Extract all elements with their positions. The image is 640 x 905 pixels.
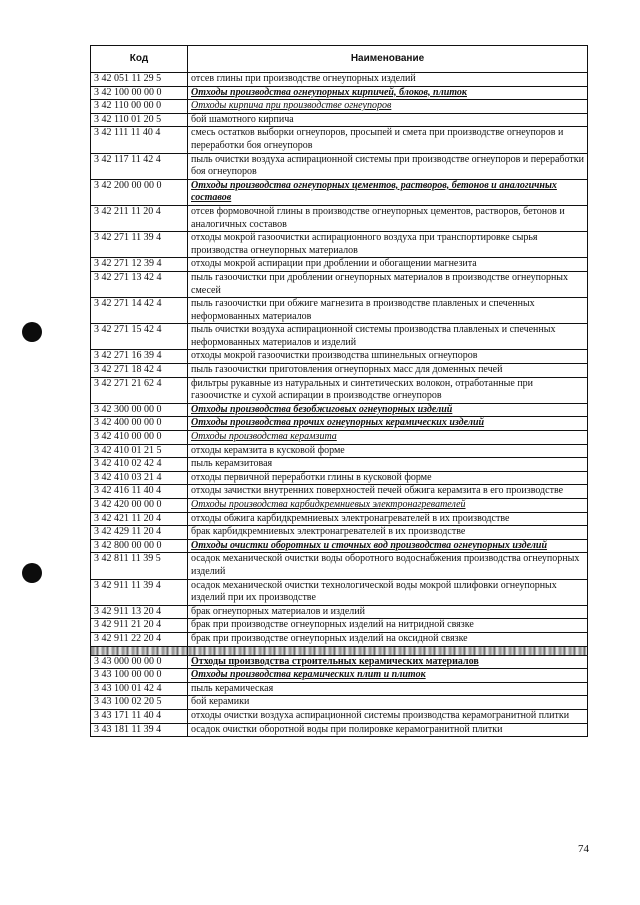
- row-code: 3 43 100 00 00 0: [91, 669, 188, 683]
- row-name: отходы очистки воздуха аспирационной системы производства керамогранитной плитки: [188, 709, 588, 723]
- table-row: [91, 73, 588, 87]
- row-name: отходы мокрой газоочистки производства шпинельных огнеупоров: [188, 350, 588, 364]
- row-name-text: Отходы кирпича при производстве огнеупоров: [191, 100, 392, 112]
- row-code: 3 42 100 00 00 0: [91, 86, 188, 100]
- row-name-text: Отходы производства строительных керамических материалов: [191, 655, 479, 667]
- table-row: [91, 619, 588, 633]
- table-row: [91, 417, 588, 431]
- table-row: [91, 364, 588, 378]
- row-name: отходы обжига карбидкремниевых электронагревателей в их производстве: [188, 512, 588, 526]
- row-name: смесь остатков выборки огнеупоров, просыпей и смета при производстве огнеупоров и переработки боя огнеупоров: [188, 127, 588, 153]
- table-row: [91, 709, 588, 723]
- row-name: отходы мокрой аспирации при дроблении и обогащении магнезита: [188, 258, 588, 272]
- row-name: пыль керамическая: [188, 682, 588, 696]
- row-code: 3 42 211 11 20 4: [91, 205, 188, 231]
- row-code: 3 42 271 13 42 4: [91, 271, 188, 297]
- row-name-text: Отходы производства карбидкремниевых электронагревателей: [191, 499, 466, 510]
- table-row: [91, 324, 588, 350]
- row-code: 3 42 271 11 39 4: [91, 232, 188, 258]
- row-name: [188, 179, 588, 205]
- row-code: 3 42 200 00 00 0: [91, 179, 188, 205]
- row-code: 3 42 429 11 20 4: [91, 526, 188, 540]
- table-row: [91, 605, 588, 619]
- row-name: брак при производстве огнеупорных изделий на оксидной связке: [188, 632, 588, 646]
- row-name: пыль газоочистки при обжиге магнезита в производстве плавленых и спеченных неформованных материалов: [188, 298, 588, 324]
- table-row: [91, 232, 588, 258]
- table-row: [91, 403, 588, 417]
- scan-artifact-row: [91, 646, 588, 655]
- row-name: [188, 499, 588, 513]
- row-name: осадок механической очистки технологической воды мокрой шлифовки огнеупорных изделий при их производстве: [188, 579, 588, 605]
- row-code: 3 42 421 11 20 4: [91, 512, 188, 526]
- table-row: [91, 682, 588, 696]
- row-name: [188, 100, 588, 114]
- row-code: 3 42 111 11 40 4: [91, 127, 188, 153]
- table-row: [91, 485, 588, 499]
- row-name: [188, 431, 588, 445]
- row-name: [188, 539, 588, 553]
- row-name: отсев формовочной глины в производстве огнеупорных цементов, растворов, бетонов и аналогичных составов: [188, 205, 588, 231]
- table-row: [91, 471, 588, 485]
- row-name: пыль очистки воздуха аспирационной системы производства плавленых и спеченных неформованных материалов и изделий: [188, 324, 588, 350]
- row-code: 3 42 117 11 42 4: [91, 153, 188, 179]
- row-code: 3 42 110 01 20 5: [91, 113, 188, 127]
- table-row: [91, 579, 588, 605]
- table-row: [91, 179, 588, 205]
- row-name: пыль керамзитовая: [188, 458, 588, 472]
- row-code: 3 42 410 02 42 4: [91, 458, 188, 472]
- row-name: фильтры рукавные из натуральных и синтетических волокон, отработанные при газоочистке и сухой аспирации в производстве огнеупоров: [188, 377, 588, 403]
- row-name-text: Отходы производства огнеупорных цементов, растворов, бетонов и аналогичных составов: [191, 179, 557, 204]
- row-name: отходы керамзита в кусковой форме: [188, 444, 588, 458]
- table-row: [91, 632, 588, 646]
- table-body: [91, 73, 588, 737]
- row-code: 3 42 271 18 42 4: [91, 364, 188, 378]
- punch-hole: [22, 322, 42, 342]
- page-number: 74: [578, 843, 589, 855]
- table-row: [91, 499, 588, 513]
- row-name: брак при производстве огнеупорных изделий на нитридной связке: [188, 619, 588, 633]
- row-code: 3 42 051 11 29 5: [91, 73, 188, 87]
- row-code: 3 43 171 11 40 4: [91, 709, 188, 723]
- row-code: 3 42 911 11 39 4: [91, 579, 188, 605]
- name-column-header: Наименование: [188, 46, 588, 73]
- row-name: пыль газоочистки приготовления огнеупорных масс для доменных печей: [188, 364, 588, 378]
- row-name-text: Отходы производства безобжиговых огнеупорных изделий: [191, 403, 453, 415]
- row-code: 3 42 271 14 42 4: [91, 298, 188, 324]
- row-name-text: Отходы производства огнеупорных кирпичей, блоков, плиток: [191, 86, 467, 98]
- row-code: 3 42 420 00 00 0: [91, 499, 188, 513]
- table-row: [91, 153, 588, 179]
- row-name-text: Отходы очистки оборотных и сточных вод производства огнеупорных изделий: [191, 539, 548, 551]
- table-row: [91, 127, 588, 153]
- row-name: пыль очистки воздуха аспирационной системы при производстве огнеупоров и переработки боя огнеупоров: [188, 153, 588, 179]
- row-code: 3 42 811 11 39 5: [91, 553, 188, 579]
- row-name: бой шамотного кирпича: [188, 113, 588, 127]
- row-name: отходы мокрой газоочистки аспирационного воздуха при транспортировке сырья производства огнеупорных материалов: [188, 232, 588, 258]
- row-code: 3 42 271 16 39 4: [91, 350, 188, 364]
- table-row: [91, 696, 588, 710]
- row-code: 3 43 100 02 20 5: [91, 696, 188, 710]
- row-code: 3 42 416 11 40 4: [91, 485, 188, 499]
- waste-classification-table: [90, 45, 588, 737]
- row-code: 3 42 110 00 00 0: [91, 100, 188, 114]
- row-code: 3 42 300 00 00 0: [91, 403, 188, 417]
- row-name: бой керамики: [188, 696, 588, 710]
- table-row: [91, 431, 588, 445]
- table-row: [91, 377, 588, 403]
- row-code: 3 42 911 13 20 4: [91, 605, 188, 619]
- row-name: пыль газоочистки при дроблении огнеупорных материалов в производстве огнеупорных смесей: [188, 271, 588, 297]
- row-name: осадок механической очистки воды оборотного водоснабжения производства огнеупорных изделий: [188, 553, 588, 579]
- table-row: [91, 526, 588, 540]
- row-code: 3 43 000 00 00 0: [91, 655, 188, 669]
- row-code: 3 42 410 00 00 0: [91, 431, 188, 445]
- row-code: 3 42 271 21 62 4: [91, 377, 188, 403]
- row-name: отходы зачистки внутренних поверхностей печей обжига керамзита в его производстве: [188, 485, 588, 499]
- row-name: отходы первичной переработки глины в кусковой форме: [188, 471, 588, 485]
- row-name: брак карбидкремниевых электронагревателей в их производстве: [188, 526, 588, 540]
- table-row: [91, 655, 588, 669]
- table-row: [91, 298, 588, 324]
- table-row: [91, 350, 588, 364]
- row-code: 3 43 100 01 42 4: [91, 682, 188, 696]
- table-row: [91, 113, 588, 127]
- table-row: [91, 669, 588, 683]
- row-code: 3 42 400 00 00 0: [91, 417, 188, 431]
- table-header-row: [91, 46, 588, 73]
- row-name: [188, 646, 588, 655]
- table-row: [91, 723, 588, 737]
- row-name: [188, 403, 588, 417]
- punch-hole: [22, 563, 42, 583]
- table-row: [91, 553, 588, 579]
- row-name-text: Отходы производства керамических плит и плиток: [191, 669, 426, 681]
- row-name: [188, 669, 588, 683]
- table-row: [91, 100, 588, 114]
- row-name: [188, 417, 588, 431]
- row-code: 3 42 271 15 42 4: [91, 324, 188, 350]
- row-code: 3 43 181 11 39 4: [91, 723, 188, 737]
- row-name-text: Отходы производства керамзита: [191, 431, 337, 443]
- table-row: [91, 86, 588, 100]
- table-row: [91, 512, 588, 526]
- row-code: 3 42 271 12 39 4: [91, 258, 188, 272]
- row-code: 3 42 410 01 21 5: [91, 444, 188, 458]
- row-name: отсев глины при производстве огнеупорных изделий: [188, 73, 588, 87]
- row-code: 3 42 911 22 20 4: [91, 632, 188, 646]
- row-code: [91, 646, 188, 655]
- row-code: 3 42 410 03 21 4: [91, 471, 188, 485]
- table-row: [91, 444, 588, 458]
- row-name: [188, 86, 588, 100]
- row-code: 3 42 800 00 00 0: [91, 539, 188, 553]
- code-column-header: Код: [91, 46, 188, 73]
- row-name: осадок очистки оборотной воды при полировке керамогранитной плитки: [188, 723, 588, 737]
- row-name: брак огнеупорных материалов и изделий: [188, 605, 588, 619]
- row-name-text: Отходы производства прочих огнеупорных керамических изделий: [191, 417, 485, 429]
- table-row: [91, 458, 588, 472]
- row-name: [188, 655, 588, 669]
- row-code: 3 42 911 21 20 4: [91, 619, 188, 633]
- table-row: [91, 258, 588, 272]
- table-row: [91, 539, 588, 553]
- table-row: [91, 271, 588, 297]
- table-row: [91, 205, 588, 231]
